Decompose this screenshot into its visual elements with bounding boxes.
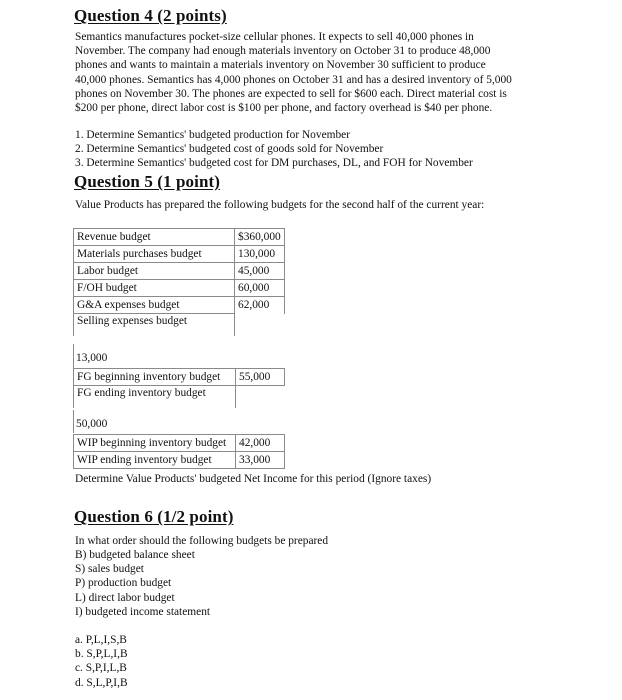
table-row	[74, 280, 285, 297]
q4-line: phones on November 30. The phones are expected to sell for $600 each. Direct material cost is	[75, 87, 507, 100]
list-item: I) budgeted income statement	[75, 605, 211, 618]
empty-cell	[236, 386, 285, 409]
table-border	[73, 410, 74, 433]
wip-begin-value: 42,000	[236, 435, 285, 452]
budget-label: G&A expenses budget	[74, 297, 235, 314]
fg-end-value: 50,000	[76, 418, 108, 430]
table-row	[74, 369, 285, 386]
answer-option[interactable]: c. S,P,I,L,B	[75, 662, 127, 675]
budget-label: Selling expenses budget	[74, 314, 235, 337]
budget-table	[73, 228, 285, 336]
q4-title: Question 4 (2 points)	[74, 6, 227, 25]
q4-line: Semantics manufactures pocket-size cellular phones. It expects to sell 40,000 phones in	[75, 31, 474, 43]
budget-label: Labor budget	[74, 263, 235, 280]
fg-begin-value: 55,000	[236, 369, 285, 386]
budget-value: 60,000	[235, 280, 285, 297]
table-row	[74, 297, 285, 314]
q4-line: $200 per phone, direct labor cost is $100 per phone, and factory overhead is $40 per phone.	[75, 101, 493, 114]
fg-begin-label: FG beginning inventory budget	[74, 369, 236, 386]
table-row	[74, 452, 285, 469]
q6-items	[75, 548, 210, 619]
q4-task: 1. Determine Semantics' budgeted production for November	[75, 129, 351, 141]
q4-tasks	[75, 128, 473, 171]
budget-value: 130,000	[235, 246, 285, 263]
table-border	[73, 344, 74, 369]
table-row	[74, 435, 285, 452]
fg-table	[73, 368, 285, 408]
table-row	[74, 263, 285, 280]
wip-table	[73, 434, 285, 469]
list-item: B) budgeted balance sheet	[75, 549, 195, 561]
q5-intro: Value Products has prepared the following budgets for the second half of the current year:	[75, 199, 485, 211]
budget-value: $360,000	[235, 229, 285, 246]
table-row	[74, 246, 285, 263]
answer-option[interactable]: a. P,L,I,S,B	[75, 634, 127, 646]
q4-line: phones and wants to maintain a materials inventory on November 30 sufficient to produce	[75, 59, 486, 72]
budget-label: Revenue budget	[74, 229, 235, 246]
budget-label: F/OH budget	[74, 280, 235, 297]
list-item: P) production budget	[75, 577, 172, 590]
budget-value	[235, 314, 285, 337]
budget-label: Materials purchases budget	[74, 246, 235, 263]
wip-end-label: WIP ending inventory budget	[74, 452, 236, 469]
list-item: S) sales budget	[75, 563, 144, 576]
q6-options	[75, 633, 128, 690]
q6-prompt: In what order should the following budgets be prepared	[75, 535, 329, 547]
q4-line: November. The company had enough materials inventory on October 31 to produce 48,000	[75, 45, 491, 58]
budget-value: 62,000	[235, 297, 285, 314]
budget-value: 45,000	[235, 263, 285, 280]
table-row	[74, 229, 285, 246]
answer-option[interactable]: b. S,P,L,I,B	[75, 648, 128, 661]
q5-question: Determine Value Products' budgeted Net Income for this period (Ignore taxes)	[75, 473, 432, 485]
q6-title: Question 6 (1/2 point)	[74, 507, 234, 526]
table-row	[74, 386, 285, 409]
selling-value: 13,000	[76, 352, 108, 364]
wip-end-value: 33,000	[236, 452, 285, 469]
answer-option[interactable]: d. S,L,P,I,B	[75, 676, 128, 689]
q4-task: 3. Determine Semantics' budgeted cost for DM purchases, DL, and FOH for November	[75, 157, 473, 170]
list-item: L) direct labor budget	[75, 591, 175, 604]
q4-line: 40,000 phones. Semantics has 4,000 phones on October 31 and has a desired inventory of 5,000	[75, 73, 512, 86]
q5-title: Question 5 (1 point)	[74, 172, 221, 191]
q4-task: 2. Determine Semantics' budgeted cost of goods sold for November	[75, 143, 384, 156]
q4-paragraph	[75, 30, 512, 115]
fg-end-label: FG ending inventory budget	[74, 386, 236, 409]
table-row	[74, 314, 285, 337]
wip-begin-label: WIP beginning inventory budget	[74, 435, 236, 452]
